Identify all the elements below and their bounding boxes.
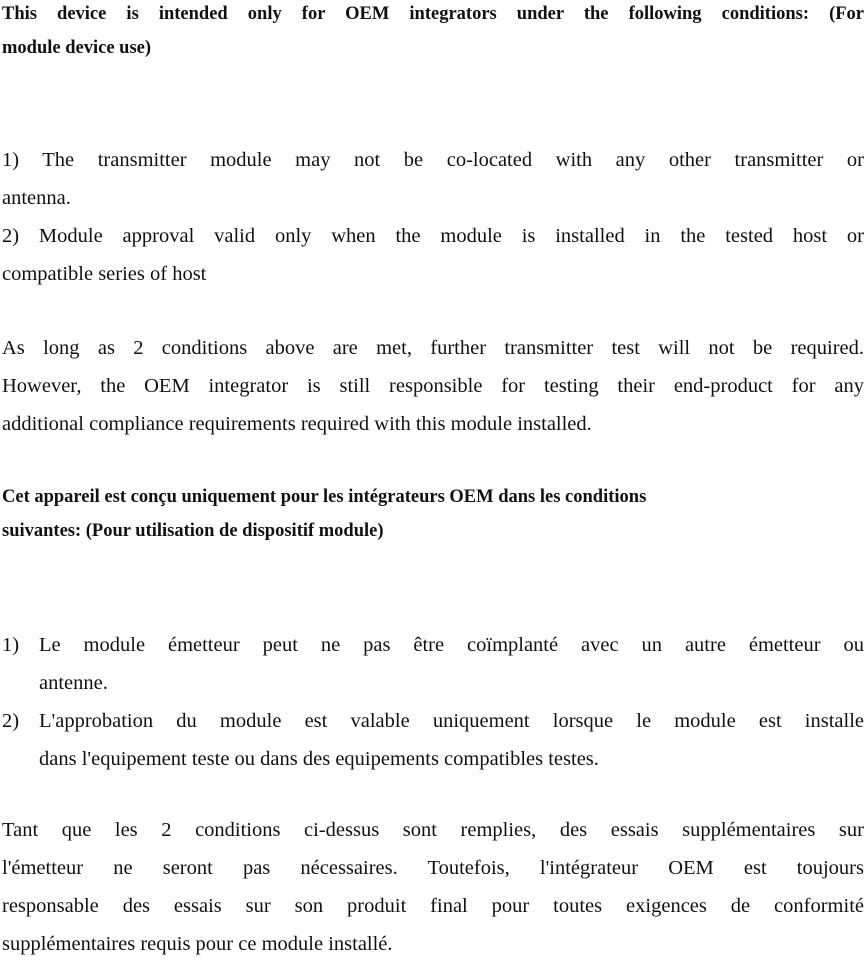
- english-paragraph: [2, 329, 864, 443]
- french-condition-1-line: antenne.: [39, 672, 108, 694]
- french-paragraph: [2, 811, 864, 963]
- french-heading-line: suivantes: (Pour utilisation de dispositif module): [2, 521, 384, 541]
- french-condition-2-line: dans l'equipement teste ou dans des equipements compatibles testes.: [39, 748, 599, 770]
- french-condition-2: [2, 702, 864, 778]
- english-condition-2-line: 2) Module approval valid only when the module is installed in the tested host or: [2, 225, 864, 247]
- french-paragraph-line: Tant que les 2 conditions ci-dessus sont remplies, des essais supplémentaires sur: [2, 819, 864, 841]
- french-heading: [2, 480, 864, 548]
- french-paragraph-line: l'émetteur ne seront pas nécessaires. Toutefois, l'intégrateur OEM est toujours: [2, 857, 864, 879]
- english-heading-line: module device use): [2, 38, 152, 58]
- french-heading-line: Cet appareil est conçu uniquement pour les intégrateurs OEM dans les conditions: [2, 487, 647, 507]
- english-condition-1-line: 1) The transmitter module may not be co-located with any other transmitter or: [2, 149, 864, 171]
- french-paragraph-line: responsable des essais sur son produit final pour toutes exigences de conformité: [2, 895, 864, 917]
- english-condition-1-line: antenna.: [2, 187, 71, 209]
- french-condition-1-number: 1): [2, 634, 20, 656]
- english-heading: [2, 0, 864, 65]
- french-conditions-list: [2, 626, 864, 778]
- french-condition-2-line: L'approbation du module est valable uniquement lorsque le module est installe: [39, 710, 864, 732]
- french-condition-1-line: Le module émetteur peut ne pas être coïmplanté avec un autre émetteur ou: [39, 634, 864, 656]
- french-condition-1: [2, 626, 864, 702]
- french-paragraph-line: supplémentaires requis pour ce module installé.: [2, 933, 393, 955]
- english-paragraph-line: As long as 2 conditions above are met, further transmitter test will not be required.: [2, 337, 864, 359]
- english-conditions-list: [2, 141, 864, 293]
- english-heading-line: This device is intended only for OEM integrators under the following conditions: (For: [2, 4, 864, 24]
- english-condition-2-line: compatible series of host: [2, 263, 207, 285]
- english-paragraph-line: additional compliance requirements required with this module installed.: [2, 413, 592, 435]
- english-paragraph-line: However, the OEM integrator is still responsible for testing their end-product for any: [2, 375, 864, 397]
- french-condition-2-number: 2): [2, 710, 20, 732]
